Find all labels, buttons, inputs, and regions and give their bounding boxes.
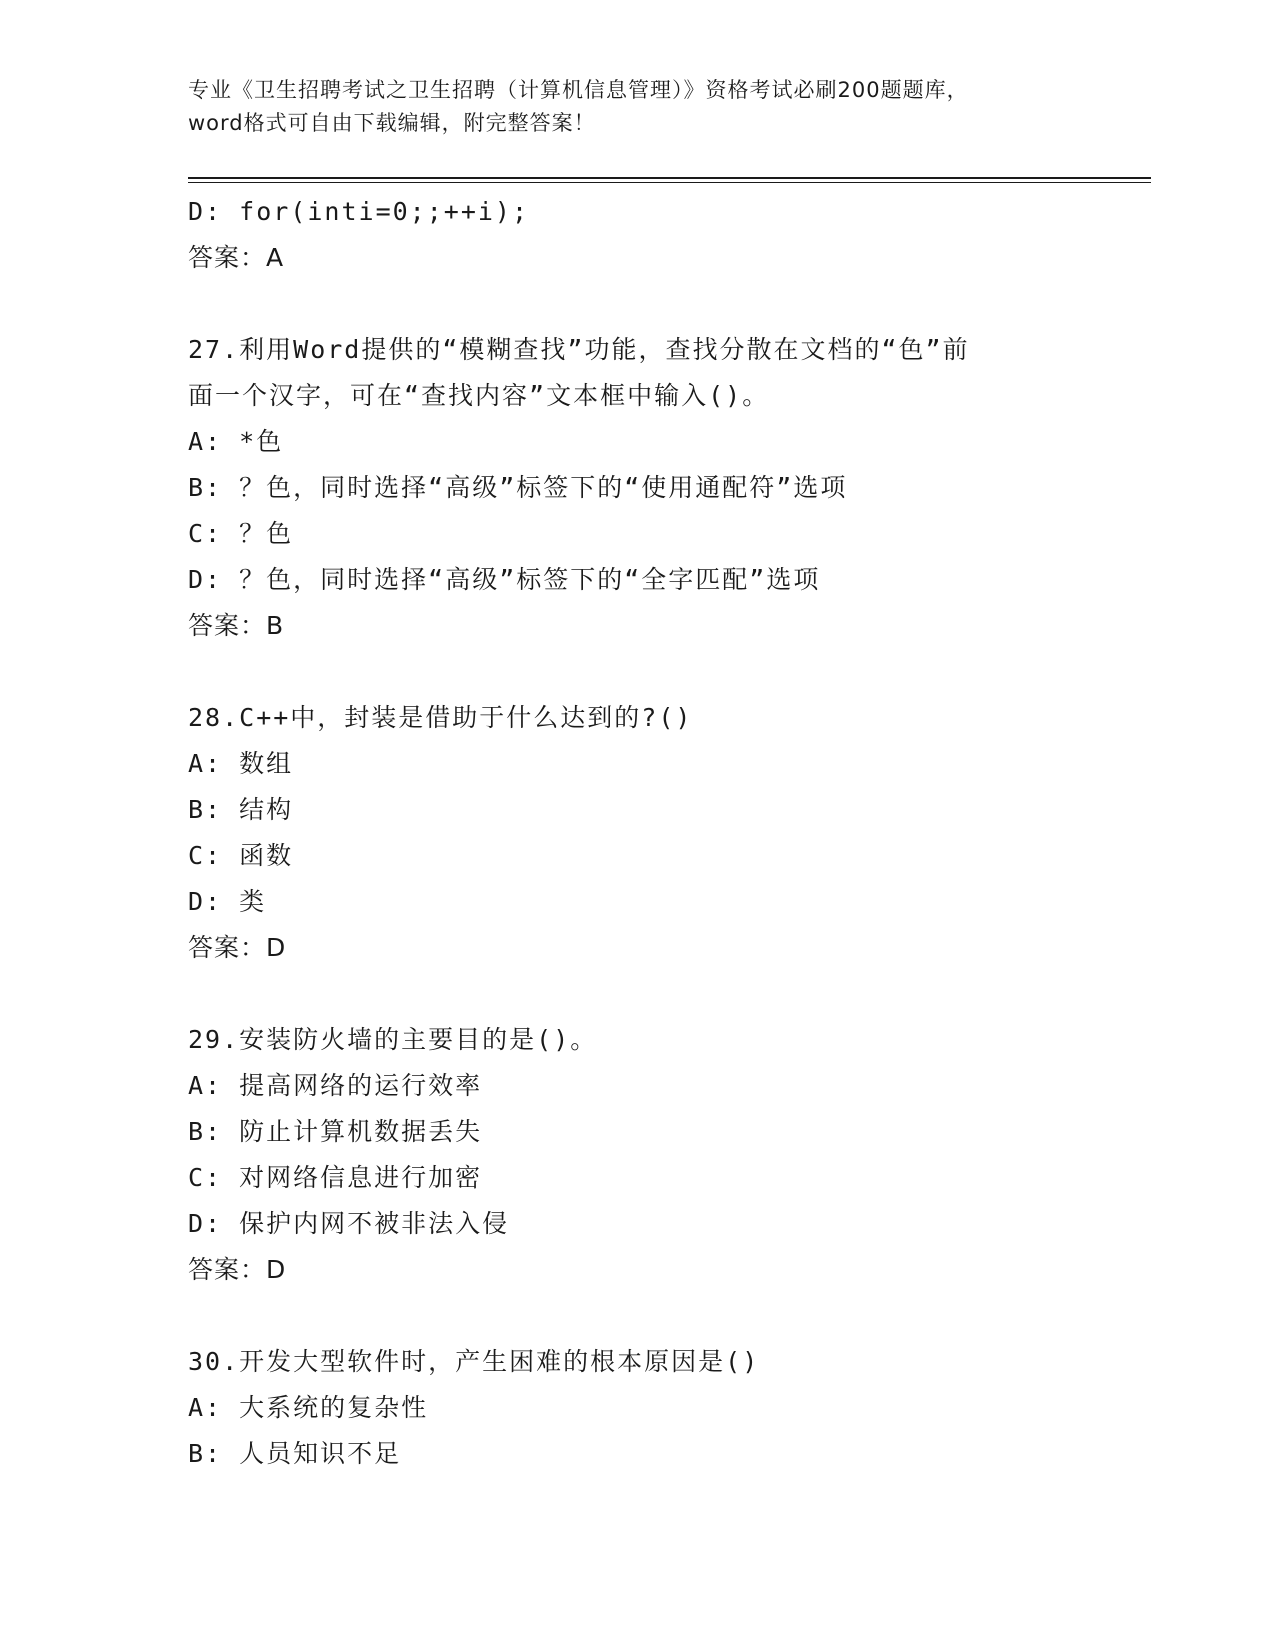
document-header (188, 74, 1088, 140)
question-30 (188, 1339, 1148, 1477)
question-list (188, 189, 1148, 1477)
option-b: B: 结构 (188, 795, 294, 824)
spacer (188, 649, 1148, 695)
question-27 (188, 327, 1148, 649)
question-26-tail (188, 189, 1148, 281)
option-d: D: 保护内网不被非法入侵 (188, 1209, 510, 1238)
answer: 答案：D (188, 933, 287, 962)
option-a: A: 大系统的复杂性 (188, 1393, 429, 1422)
option-a: A: *色 (188, 427, 284, 456)
option-c: C: 对网络信息进行加密 (188, 1163, 483, 1192)
spacer (188, 281, 1148, 327)
question-text: 28.C++中，封装是借助于什么达到的?() (188, 703, 693, 732)
option-b: B: ？色，同时选择“高级”标签下的“使用通配符”选项 (188, 473, 848, 502)
option-a: A: 数组 (188, 749, 294, 778)
header-title-line-1: 专业《卫生招聘考试之卫生招聘（计算机信息管理）》资格考试必刷200题题库， (188, 78, 969, 102)
question-text: 30.开发大型软件时，产生困难的根本原因是() (188, 1347, 760, 1376)
question-29 (188, 1017, 1148, 1293)
answer: 答案：D (188, 1255, 287, 1284)
header-divider-thick (188, 177, 1151, 179)
option-c: C: 函数 (188, 841, 294, 870)
question-text-cont: 面一个汉字，可在“查找内容”文本框中输入()。 (188, 381, 770, 410)
option-b: B: 防止计算机数据丢失 (188, 1117, 483, 1146)
answer: 答案：B (188, 611, 285, 640)
answer: 答案：A (188, 243, 285, 272)
question-text: 29.安装防火墙的主要目的是()。 (188, 1025, 598, 1054)
option-b: B: 人员知识不足 (188, 1439, 402, 1468)
option-d: D: for(inti=0;;++i); (188, 197, 530, 226)
header-divider-thin (188, 182, 1151, 183)
option-c: C: ？色 (188, 519, 294, 548)
spacer (188, 971, 1148, 1017)
header-title-line-2: word格式可自由下载编辑，附完整答案！ (188, 111, 596, 135)
option-a: A: 提高网络的运行效率 (188, 1071, 483, 1100)
question-28 (188, 695, 1148, 971)
spacer (188, 1293, 1148, 1339)
option-d: D: ？色，同时选择“高级”标签下的“全字匹配”选项 (188, 565, 821, 594)
question-text: 27.利用Word提供的“模糊查找”功能，查找分散在文档的“色”前 (188, 335, 970, 364)
option-d: D: 类 (188, 887, 267, 916)
